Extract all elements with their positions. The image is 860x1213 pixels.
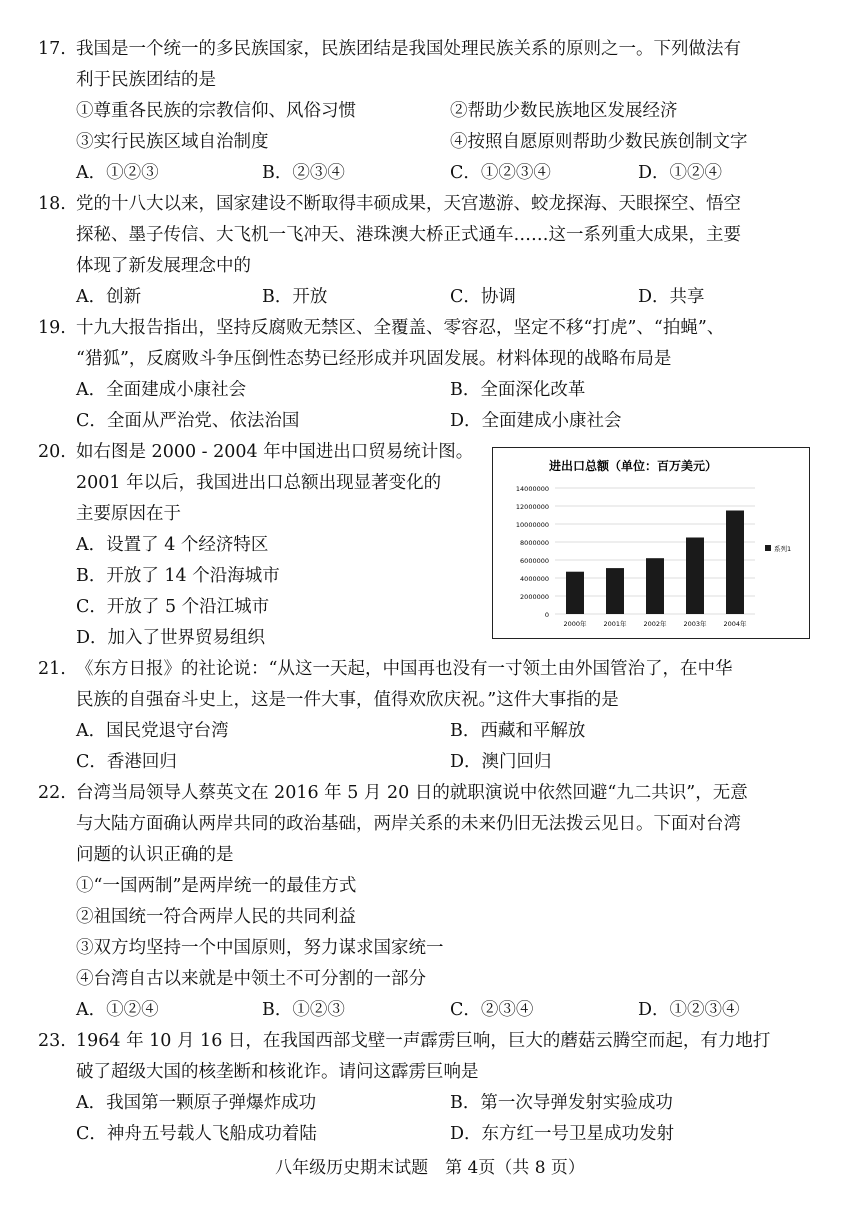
question-number: 18. <box>38 194 66 214</box>
option-d: D．全面建成小康社会 <box>450 411 622 431</box>
statement-item: ③实行民族区域自治制度 <box>76 132 269 152</box>
question-stem: 党的十八大以来，国家建设不断取得丰硕成果，天宫遨游、蛟龙探海、天眼探空、悟空 <box>76 194 741 214</box>
option-a: A．国民党退守台湾 <box>76 721 229 741</box>
bar-2001年 <box>606 568 624 614</box>
option-c: C．②③④ <box>450 1000 534 1020</box>
option-c: C．协调 <box>450 287 516 307</box>
x-tick-label: 2002年 <box>643 620 667 628</box>
statement-item: ④按照自愿原则帮助少数民族创制文字 <box>450 132 748 152</box>
question-number: 23. <box>38 1031 66 1051</box>
question-21 <box>38 654 828 778</box>
statement-item: ②祖国统一符合两岸人民的共同利益 <box>76 907 356 927</box>
option-c: C．神舟五号载人飞船成功着陆 <box>76 1124 317 1144</box>
y-tick-label: 12000000 <box>515 503 549 511</box>
statement-item: ③双方均坚持一个中国原则，努力谋求国家统一 <box>76 938 444 958</box>
option-b: B．全面深化改革 <box>450 380 586 400</box>
statement-item: ②帮助少数民族地区发展经济 <box>450 101 678 121</box>
option-c: C．全面从严治党、依法治国 <box>76 411 300 431</box>
option-a: A．创新 <box>76 287 142 307</box>
x-tick-label: 2004年 <box>723 620 747 628</box>
question-stem: 如右图是 2000 - 2004 年中国进出口贸易统计图。 <box>76 442 474 462</box>
option-c: C．开放了 5 个沿江城市 <box>76 597 270 617</box>
question-19 <box>38 313 828 437</box>
chart-title: 进出口总额（单位：百万美元） <box>548 459 718 473</box>
question-stem: 体现了新发展理念中的 <box>76 256 251 276</box>
question-17 <box>38 34 828 189</box>
x-tick-label: 2001年 <box>603 620 627 628</box>
statement-item: ①尊重各民族的宗教信仰、风俗习惯 <box>76 101 356 121</box>
page-footer: 八年级历史期末试题 第 4页（共 8 页） <box>275 1158 585 1178</box>
question-stem: 我国是一个统一的多民族国家，民族团结是我国处理民族关系的原则之一。下列做法有 <box>76 39 741 59</box>
bar-2000年 <box>566 572 584 614</box>
bar-2004年 <box>726 511 744 615</box>
option-c: C．①②③④ <box>450 163 551 183</box>
y-tick-label: 14000000 <box>515 485 549 493</box>
question-stem: 利于民族团结的是 <box>76 70 216 90</box>
trade-bar-chart <box>492 447 810 639</box>
question-22 <box>38 778 828 1026</box>
x-tick-label: 2003年 <box>683 620 707 628</box>
question-stem: 与大陆方面确认两岸共同的政治基础，两岸关系的未来仍旧无法拨云见日。下面对台湾 <box>76 814 741 834</box>
option-c: C．香港回归 <box>76 752 177 772</box>
question-stem: 十九大报告指出，坚持反腐败无禁区、全覆盖、零容忍，坚定不移“打虎”、“拍蝇”、 <box>76 318 725 338</box>
option-a: A．①②③ <box>76 163 159 183</box>
y-tick-label: 6000000 <box>520 557 549 565</box>
y-tick-label: 2000000 <box>520 593 549 601</box>
question-stem: “猎狐”，反腐败斗争压倒性态势已经形成并巩固发展。材料体现的战略布局是 <box>76 349 672 369</box>
question-stem: 《东方日报》的社论说：“从这一天起，中国再也没有一寸领土由外国管治了，在中华 <box>76 659 733 679</box>
question-stem: 1964 年 10 月 16 日，在我国西部戈壁一声霹雳巨响，巨大的蘑菇云腾空而起，有力地打 <box>76 1031 771 1051</box>
x-tick-label: 2000年 <box>563 620 587 628</box>
y-tick-label: 8000000 <box>520 539 549 547</box>
option-d: D．加入了世界贸易组织 <box>76 628 266 648</box>
option-d: D．①②③④ <box>638 1000 740 1020</box>
legend-swatch <box>765 545 771 551</box>
option-b: B．西藏和平解放 <box>450 721 586 741</box>
y-tick-label: 4000000 <box>520 575 549 583</box>
option-d: D．共享 <box>638 287 705 307</box>
question-stem: 台湾当局领导人蔡英文在 2016 年 5 月 20 日的就职演说中依然回避“九二共识”，无意 <box>76 783 748 803</box>
question-number: 21. <box>38 659 66 679</box>
option-b: B．①②③ <box>262 1000 345 1020</box>
question-18 <box>38 189 828 313</box>
option-d: D．①②④ <box>638 163 723 183</box>
question-stem: 问题的认识正确的是 <box>76 845 234 865</box>
option-a: A．①②④ <box>76 1000 159 1020</box>
question-23 <box>38 1026 828 1150</box>
question-number: 22. <box>38 783 66 803</box>
question-stem: 破了超级大国的核垄断和核讹诈。请问这霹雳巨响是 <box>76 1062 479 1082</box>
statement-item: ①“一国两制”是两岸统一的最佳方式 <box>76 876 357 896</box>
y-tick-label: 0 <box>544 611 549 619</box>
statement-item: ④台湾自古以来就是中领土不可分割的一部分 <box>76 969 426 989</box>
question-stem: 主要原因在于 <box>76 504 181 524</box>
question-stem: 民族的自强奋斗史上，这是一件大事，值得欢欣庆祝。”这件大事指的是 <box>76 690 619 710</box>
option-b: B．第一次导弹发射实验成功 <box>450 1093 673 1113</box>
option-d: D．澳门回归 <box>450 752 552 772</box>
option-d: D．东方红一号卫星成功发射 <box>450 1124 675 1144</box>
option-a: A．全面建成小康社会 <box>76 380 247 400</box>
question-stem: 探秘、墨子传信、大飞机一飞冲天、港珠澳大桥正式通车……这一系列重大成果，主要 <box>76 225 741 245</box>
option-b: B．开放了 14 个沿海城市 <box>76 566 280 586</box>
bar-2002年 <box>646 558 664 614</box>
option-a: A．我国第一颗原子弹爆炸成功 <box>76 1093 317 1113</box>
question-number: 19. <box>38 318 66 338</box>
question-20 <box>38 437 488 654</box>
question-stem: 2001 年以后，我国进出口总额出现显著变化的 <box>76 473 442 493</box>
option-b: B．②③④ <box>262 163 345 183</box>
question-number: 20. <box>38 442 66 462</box>
bar-2003年 <box>686 538 704 615</box>
chart-canvas <box>493 448 809 638</box>
y-tick-label: 10000000 <box>515 521 549 529</box>
option-b: B．开放 <box>262 287 328 307</box>
option-a: A．设置了 4 个经济特区 <box>76 535 269 555</box>
legend-label: 系列1 <box>774 545 792 553</box>
question-number: 17. <box>38 39 66 59</box>
